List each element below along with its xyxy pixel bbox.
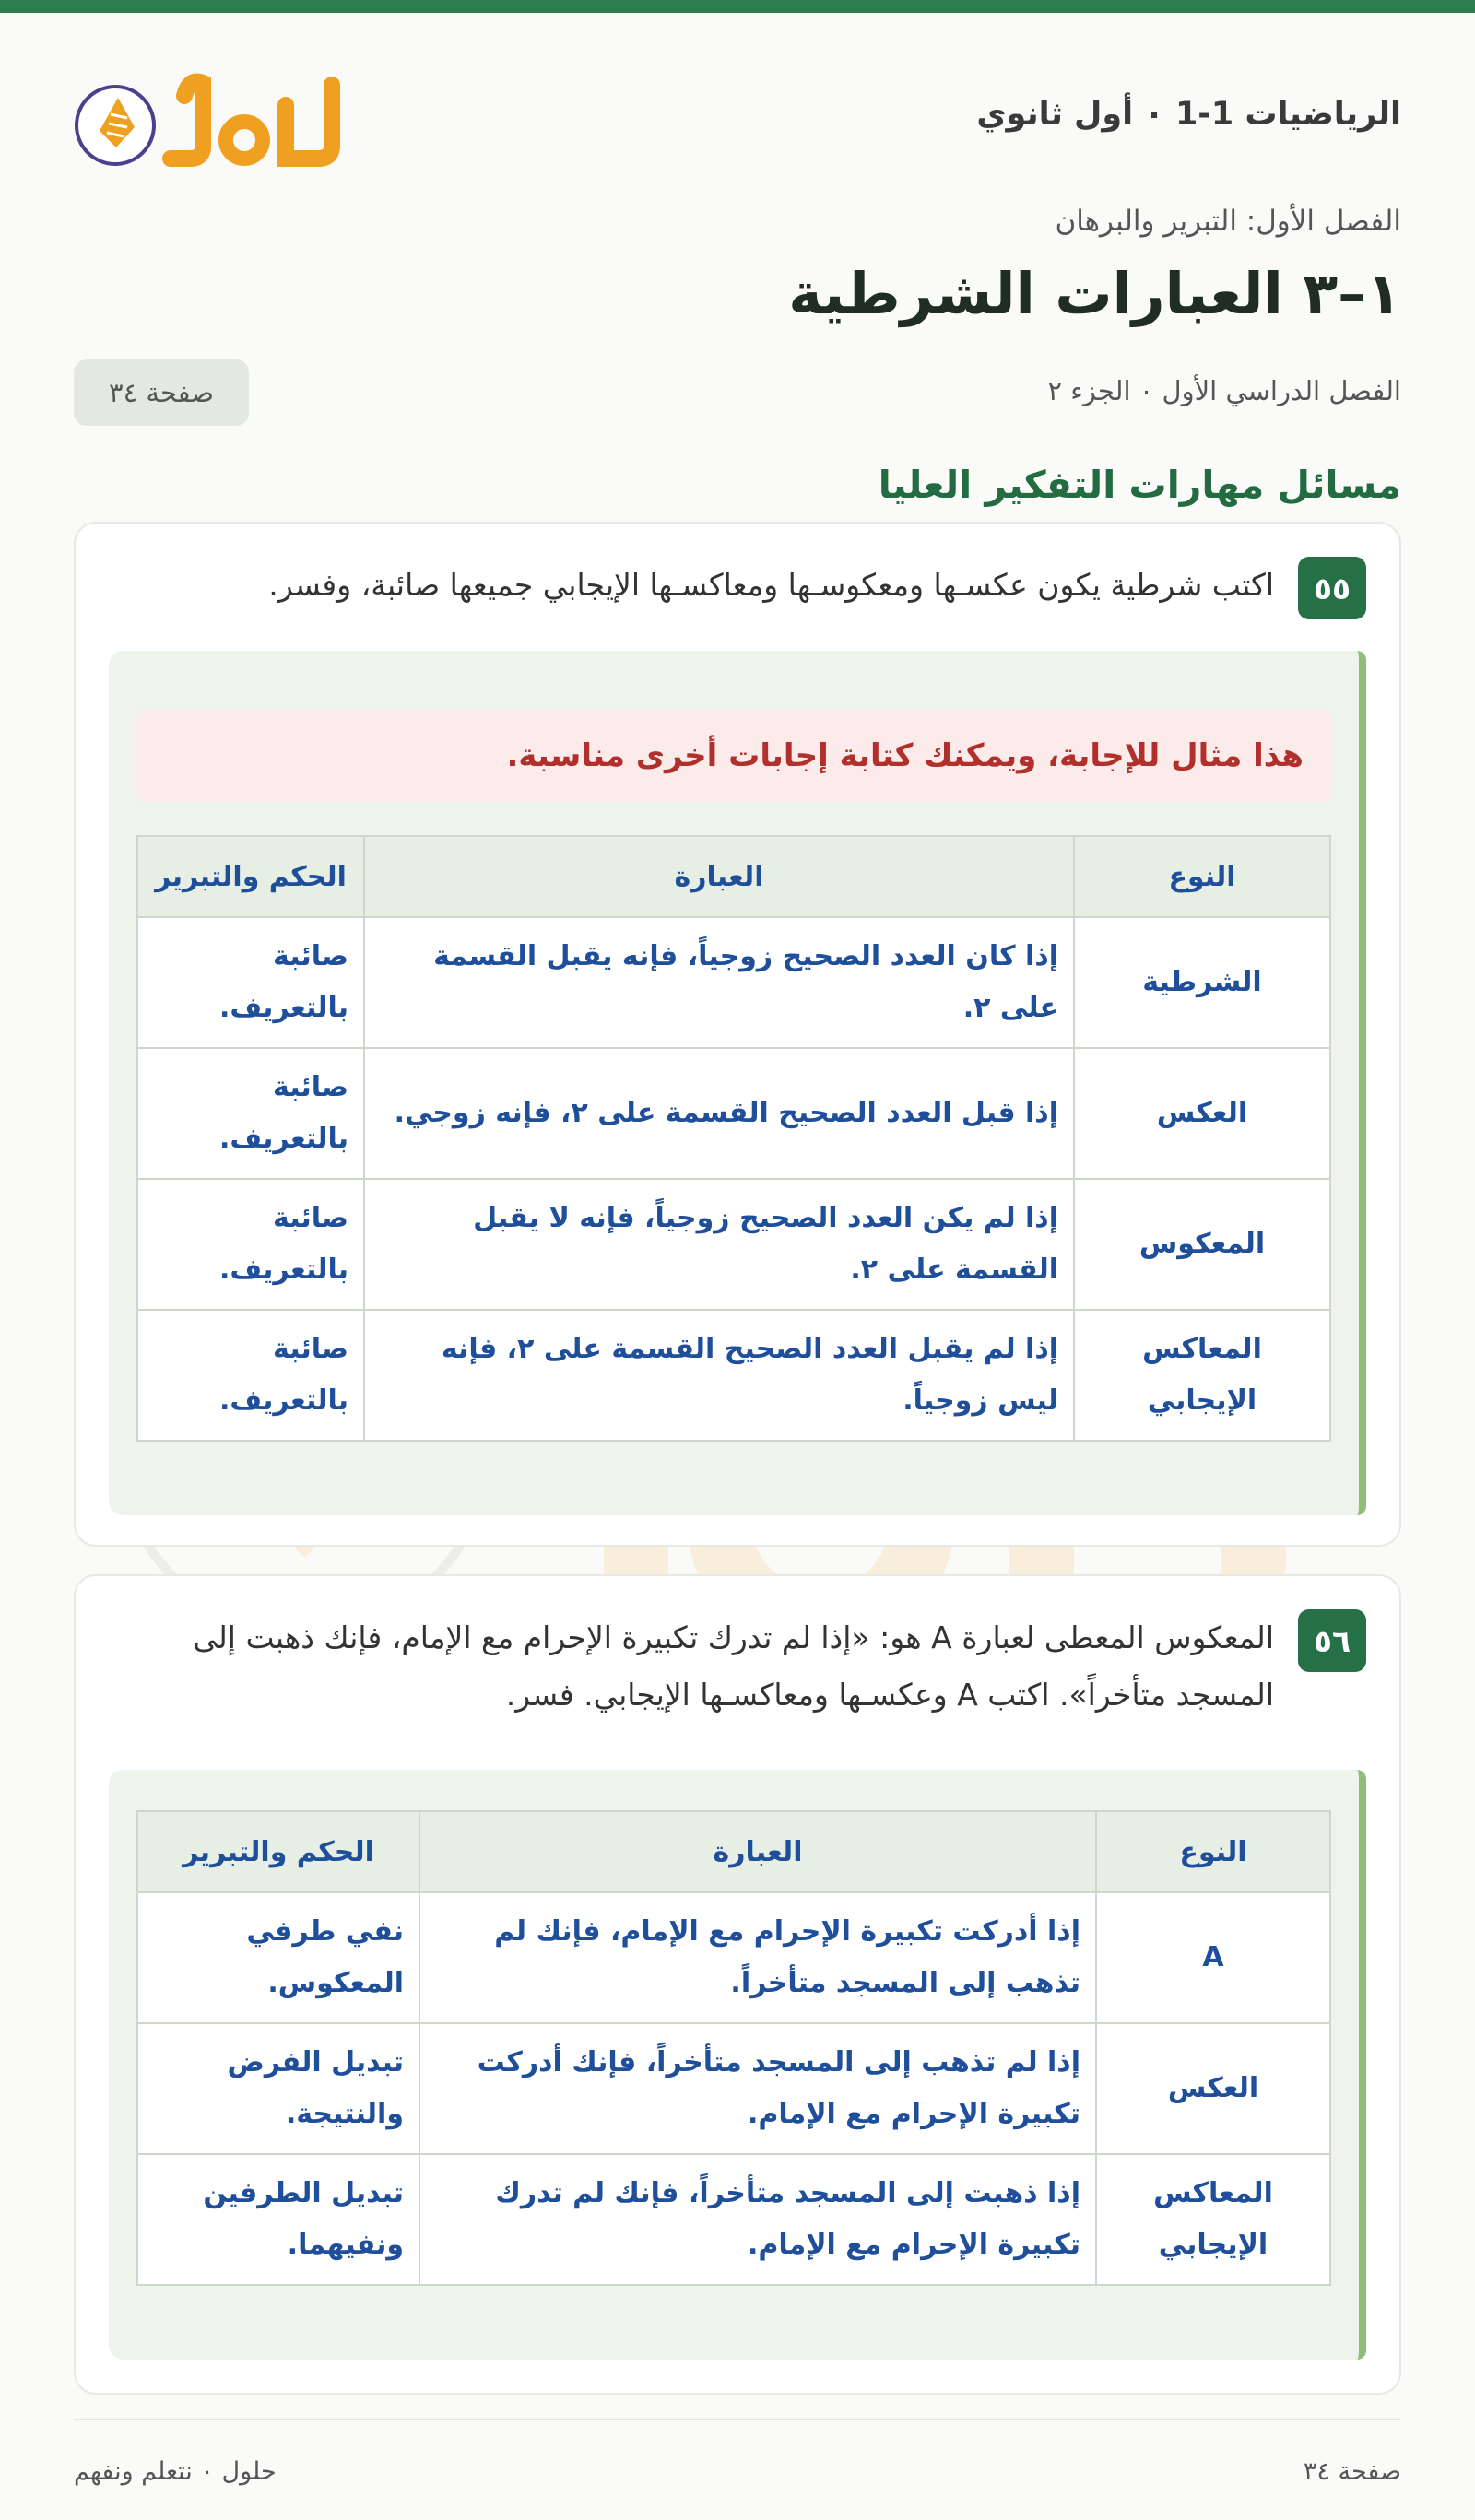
header-statement: العبارة [364, 836, 1074, 917]
section-title: مسائل مهارات التفكير العليا [878, 463, 1401, 507]
table-row [137, 2023, 1330, 2154]
answer-box [109, 651, 1366, 1515]
row-type: المعاكس الإيجابي [1074, 1310, 1330, 1441]
row-judgment: صائبة بالتعريف. [137, 1310, 364, 1441]
term-info: الفصل الدراسي الأول ٠ الجزء ٢ [1047, 375, 1401, 406]
question-header [109, 557, 1366, 614]
header-statement: العبارة [419, 1811, 1096, 1892]
row-statement: إذا لم يكن العدد الصحيح زوجياً، فإنه لا يقبل القسمة على ٢. [364, 1179, 1074, 1310]
header-judgment: الحكم والتبرير [137, 836, 364, 917]
answer-box [109, 1770, 1366, 2360]
question-card-56 [74, 1574, 1401, 2395]
brand-logo[interactable] [74, 59, 350, 179]
chapter-name: الفصل الأول: التبرير والبرهان [1055, 205, 1401, 238]
page-content [74, 13, 1401, 2486]
table-header-row [137, 1811, 1330, 1892]
row-judgment: نفي طرفي المعكوس. [137, 1892, 419, 2023]
page-header [74, 13, 1401, 206]
row-type: المعاكس الإيجابي [1096, 2154, 1330, 2285]
question-card-55 [74, 522, 1401, 1547]
row-statement: إذا قبل العدد الصحيح القسمة على ٢، فإنه زوجي. [364, 1048, 1074, 1179]
table-row [137, 1048, 1330, 1179]
footer-page-number: صفحة ٣٤ [1303, 2457, 1401, 2486]
row-statement: إذا لم يقبل العدد الصحيح القسمة على ٢، فإنه ليس زوجياً. [364, 1310, 1074, 1441]
question-header [109, 1609, 1366, 1724]
page-number-badge: صفحة ٣٤ [74, 359, 249, 426]
lesson-title: ١–٣ العبارات الشرطية [788, 260, 1401, 327]
row-judgment: تبديل الطرفين ونفيهما. [137, 2154, 419, 2285]
row-judgment: صائبة بالتعريف. [137, 1048, 364, 1179]
row-type: A [1096, 1892, 1330, 2023]
logo-icon [74, 59, 350, 179]
top-accent-bar [0, 0, 1475, 13]
row-statement: إذا ذهبت إلى المسجد متأخراً، فإنك لم تدرك تكبيرة الإحرام مع الإمام. [419, 2154, 1096, 2285]
table-row [137, 1179, 1330, 1310]
row-type: المعكوس [1074, 1179, 1330, 1310]
row-statement: إذا لم تذهب إلى المسجد متأخراً، فإنك أدركت تكبيرة الإحرام مع الإمام. [419, 2023, 1096, 2154]
row-type: العكس [1074, 1048, 1330, 1179]
question-text: المعكوس المعطى لعبارة A هو: «إذا لم تدرك تكبيرة الإحرام مع الإمام، فإنك ذهبت إلى المسجد متأخراً». اكتب A وعكسـها ومعاكسـها الإيجابي. فسر. [193, 1619, 1274, 1713]
question-text: اكتب شرطية يكون عكسـها ومعكوسـها ومعاكسـها الإيجابي جميعها صائبة، وفسر. [268, 567, 1274, 603]
row-statement: إذا أدركت تكبيرة الإحرام مع الإمام، فإنك لم تذهب إلى المسجد متأخراً. [419, 1892, 1096, 2023]
row-type: الشرطية [1074, 917, 1330, 1048]
row-statement: إذا كان العدد الصحيح زوجياً، فإنه يقبل القسمة على ٢. [364, 917, 1074, 1048]
row-type: العكس [1096, 2023, 1330, 2154]
row-judgment: تبديل الفرض والنتيجة. [137, 2023, 419, 2154]
table-row [137, 917, 1330, 1048]
header-type: النوع [1074, 836, 1330, 917]
header-type: النوع [1096, 1811, 1330, 1892]
header-judgment: الحكم والتبرير [137, 1811, 419, 1892]
table-header-row [137, 836, 1330, 917]
table-row [137, 1310, 1330, 1441]
footer-brand: حلول ٠ نتعلم ونفهم [74, 2457, 277, 2486]
table-row [137, 1892, 1330, 2023]
footer-divider [74, 2419, 1401, 2420]
answer-note: هذا مثال للإجابة، ويمكنك كتابة إجابات أخرى مناسبة. [136, 710, 1331, 802]
question-number: ٥٥ [1298, 557, 1366, 619]
table-row [137, 2154, 1330, 2285]
answer-table [136, 835, 1331, 1442]
row-judgment: صائبة بالتعريف. [137, 1179, 364, 1310]
book-title: الرياضيات 1-1 ٠ أول ثانوي [976, 96, 1401, 133]
answer-table [136, 1810, 1331, 2286]
row-judgment: صائبة بالتعريف. [137, 917, 364, 1048]
question-number: ٥٦ [1298, 1609, 1366, 1672]
